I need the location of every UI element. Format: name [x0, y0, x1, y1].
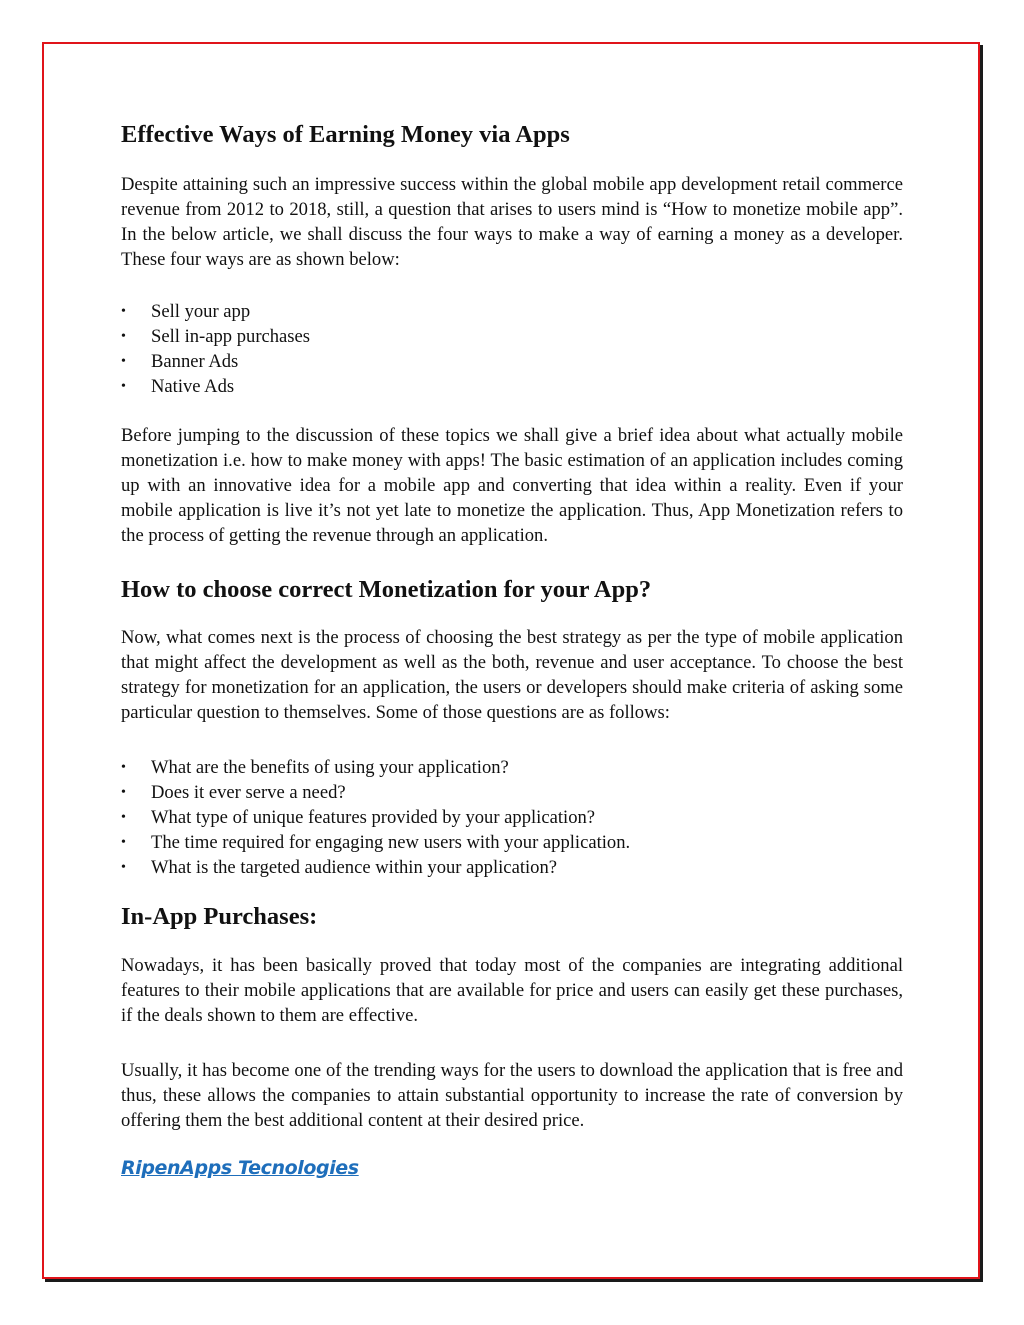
list-item: • Banner Ads — [121, 351, 239, 372]
list-item: • Native Ads — [121, 376, 235, 397]
bullet-icon: • — [121, 860, 126, 875]
list-item: • Does it ever serve a need? — [121, 782, 346, 803]
bullet-icon: • — [121, 379, 126, 394]
list-item: • Sell your app — [121, 301, 251, 322]
ways-list — [121, 299, 903, 399]
bullet-icon: • — [121, 785, 126, 800]
heading-choose-monetization: How to choose correct Monetization for your App? — [121, 576, 652, 603]
bullet-icon: • — [121, 810, 126, 825]
list-item: • What is the targeted audience within your application? — [121, 857, 557, 878]
heading-in-app-purchases: In-App Purchases: — [121, 903, 318, 930]
bullet-icon: • — [121, 835, 126, 850]
questions-list — [121, 755, 903, 880]
bullet-icon: • — [121, 304, 126, 319]
list-item: • What are the benefits of using your application? — [121, 757, 509, 778]
paragraph-in-app-1: Nowadays, it has been basically proved that today most of the companies are integrating additional features to their mobile applications that are available for price and users can easily get these purchases, if the deals shown to them are effective. — [121, 955, 903, 1026]
document-body — [121, 118, 903, 1179]
paragraph-intro: Despite attaining such an impressive success within the global mobile app development retail commerce revenue from 2012 to 2018, still, a question that arises to users mind is “How to monetize mobile app”. In the below article, we shall discuss the four ways to make a way of earning a money as a developer. These four ways are as shown below: — [121, 174, 903, 270]
list-item: • Sell in-app purchases — [121, 326, 311, 347]
list-item: • What type of unique features provided by your application? — [121, 807, 596, 828]
heading-effective-ways: Effective Ways of Earning Money via Apps — [121, 121, 570, 148]
paragraph-in-app-2: Usually, it has become one of the trending ways for the users to download the application that is free and thus, these allows the companies to attain substantial opportunity to increase the rate of conversion by offering them the best additional content at their desired price. — [121, 1060, 903, 1131]
paragraph-choose-strategy: Now, what comes next is the process of choosing the best strategy as per the type of mobile application that might affect the development as well as the both, revenue and user acceptance. To choose the best strategy for monetization for an application, the users or developers should make criteria of asking some particular question to themselves. Some of those questions are as follows: — [121, 627, 903, 723]
bullet-icon: • — [121, 329, 126, 344]
bullet-icon: • — [121, 760, 126, 775]
paragraph-monetization-idea: Before jumping to the discussion of these topics we shall give a brief idea about what actually mobile monetization i.e. how to make money with apps! The basic estimation of an application includes coming up with an innovative idea for a mobile app and converting that idea within a reality. Even if your mobile application is live it’s not yet late to monetize the application. Thus, App Monetization refers to the process of getting the revenue through an application. — [121, 425, 903, 546]
bullet-icon: • — [121, 354, 126, 369]
list-item: • The time required for engaging new users with your application. — [121, 832, 631, 853]
ripenapps-link[interactable]: RipenApps Tecnologies — [121, 1157, 359, 1179]
